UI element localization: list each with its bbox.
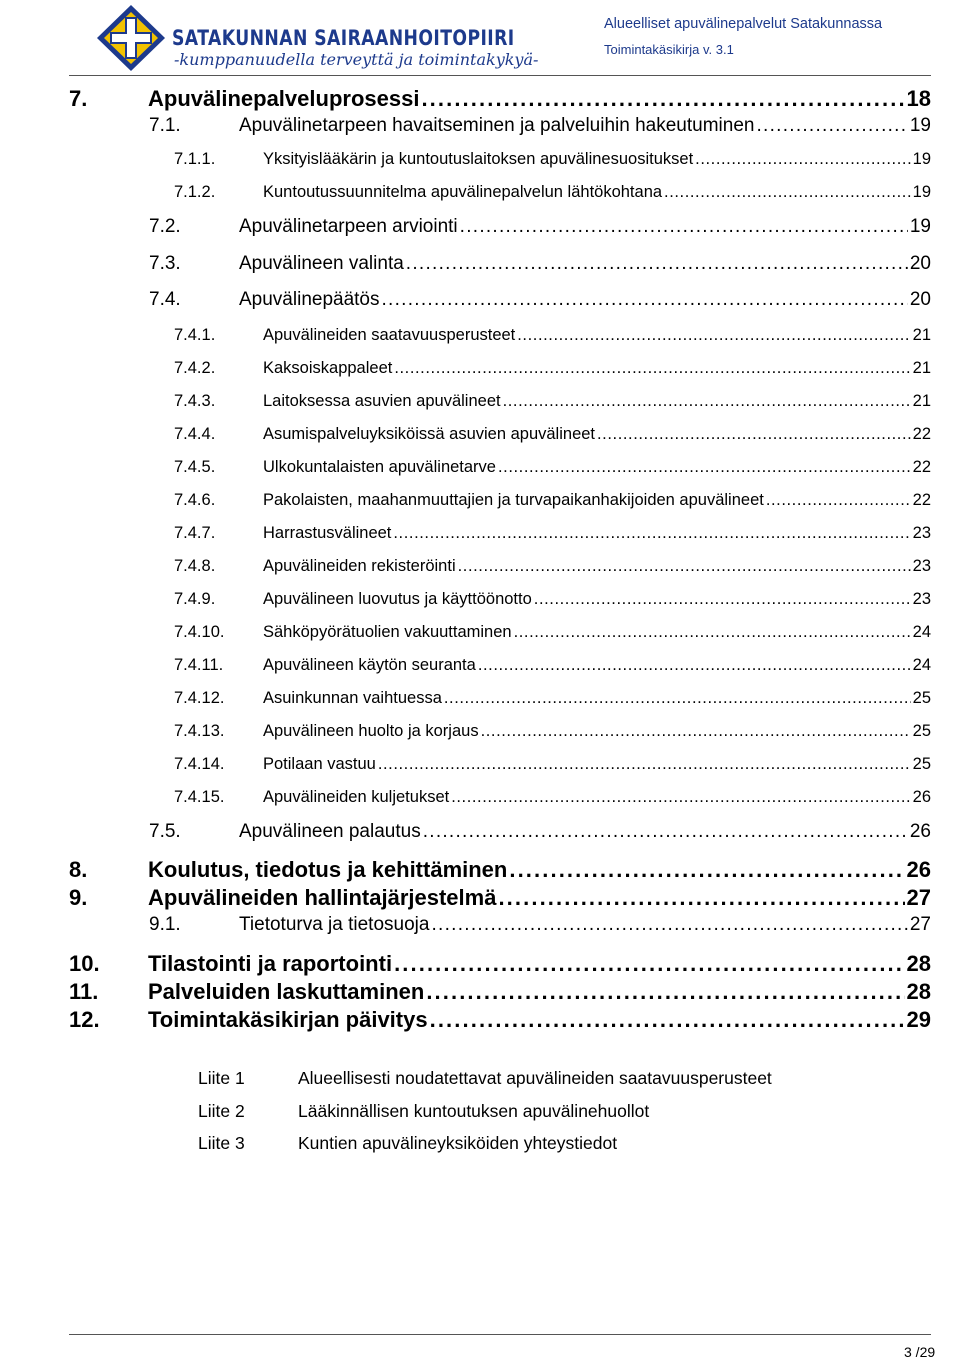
toc-entry[interactable] [174,359,931,378]
toc-title: Apuvälinepäätös [239,289,380,310]
toc-page-number: 18 [906,86,931,111]
toc-page-number: 26 [909,821,931,842]
toc-title: Yksityislääkärin ja kuntoutuslaitoksen apuvälinesuositukset [263,150,694,168]
toc-title: Kaksoiskappaleet [263,359,393,377]
toc-title: Koulutus, tiedotus ja kehittäminen [148,857,508,882]
toc-page-number: 19 [909,216,931,237]
toc-number: 7.5. [149,821,181,842]
toc-entry[interactable] [69,86,931,112]
attachment-label: Liite 2 [198,1101,245,1121]
organization-slogan: -kumppanuudella terveyttä ja toimintakykyä- [174,50,539,69]
toc-number: 7.4.11. [174,656,224,674]
attachment-item [198,1101,649,1122]
toc-entry[interactable] [149,253,931,275]
toc-title: Laitoksessa asuvien apuvälineet [263,392,501,410]
toc-number: 7.4. [149,289,181,310]
toc-page-number: 29 [906,1007,931,1032]
toc-title: Apuvälineen palautus [239,821,421,842]
toc-page-number: 25 [912,689,931,707]
toc-page-number: 22 [912,425,931,443]
toc-leader [597,425,911,444]
toc-number: 9. [69,885,88,910]
toc-page-number: 24 [912,656,931,674]
toc-number: 7.4.5. [174,458,216,476]
toc-leader [382,289,908,311]
toc-leader [509,857,904,883]
toc-page-number: 24 [912,623,931,641]
toc-entry[interactable] [69,979,931,1005]
toc-entry[interactable] [174,590,931,609]
toc-entry[interactable] [174,755,931,774]
toc-number: 7.3. [149,253,181,274]
toc-title: Ulkokuntalaisten apuvälinetarve [263,458,496,476]
toc-leader [664,183,911,202]
toc-number: 7.4.15. [174,788,225,806]
toc-entry[interactable] [174,458,931,477]
toc-title: Apuvälinetarpeen havaitseminen ja palveluihin hakeutuminen [239,115,755,136]
attachment-title: Alueellisesti noudatettavat apuvälineiden saatavuusperusteet [298,1068,772,1088]
toc-entry[interactable] [174,788,931,807]
toc-title: Pakolaisten, maahanmuuttajien ja turvapaikanhakijoiden apuvälineet [263,491,764,509]
toc-title: Asumispalveluyksiköissä asuvien apuvälineet [263,425,596,443]
toc-page-number: 23 [912,557,931,575]
toc-title: Apuvälineen valinta [239,253,404,274]
toc-leader [423,821,908,843]
toc-number: 8. [69,857,88,882]
organization-name: SATAKUNNAN SAIRAANHOITOPIIRI [172,26,515,50]
document-version: Toimintakäsikirja v. 3.1 [604,42,734,57]
toc-entry[interactable] [149,914,931,936]
toc-leader [695,150,910,169]
toc-leader [481,722,911,741]
attachment-title: Kuntien apuvälineyksiköiden yhteystiedot [298,1133,618,1153]
toc-page-number: 27 [909,914,931,935]
toc-leader [514,623,911,642]
toc-entry[interactable] [174,326,931,345]
toc-leader [460,216,908,238]
toc-entry[interactable] [174,524,931,543]
attachment-label: Liite 1 [198,1068,245,1088]
toc-entry[interactable] [69,857,931,883]
toc-title: Apuvälinetarpeen arviointi [239,216,458,237]
toc-number: 9.1. [149,914,181,935]
toc-page-number: 21 [912,326,931,344]
toc-title: Tietoturva ja tietosuoja [239,914,430,935]
toc-page-number: 19 [909,115,931,136]
toc-number: 7.4.9. [174,590,216,608]
toc-page-number: 26 [906,857,931,882]
toc-entry[interactable] [69,885,931,911]
toc-entry[interactable] [174,491,931,510]
attachment-item [198,1068,772,1089]
toc-title: Apuvälineen huolto ja korjaus [263,722,479,740]
toc-title: Potilaan vastuu [263,755,376,773]
toc-title: Toimintakäsikirjan päivitys [148,1007,428,1032]
toc-number: 11. [69,979,99,1004]
toc-title: Kuntoutussuunnitelma apuvälinepalvelun lähtökohtana [263,183,663,201]
toc-page-number: 20 [909,253,931,274]
toc-entry[interactable] [149,289,931,311]
toc-entry[interactable] [149,115,931,137]
toc-number: 7.4.12. [174,689,225,707]
toc-leader [394,951,904,977]
toc-page-number: 28 [906,979,931,1004]
toc-number: 7.4.4. [174,425,216,443]
toc-page-number: 23 [912,590,931,608]
toc-number: 7.4.10. [174,623,225,641]
toc-leader [426,979,904,1005]
toc-page-number: 22 [912,458,931,476]
toc-entry[interactable] [174,623,931,642]
toc-page-number: 22 [912,491,931,509]
page-number: 3 /29 [904,1344,936,1360]
toc-leader [458,557,911,576]
toc-page-number: 21 [912,392,931,410]
toc-entry[interactable] [174,183,931,202]
toc-entry[interactable] [174,656,931,675]
toc-title: Tilastointi ja raportointi [148,951,393,976]
toc-leader [478,656,911,675]
toc-title: Apuvälineiden saatavuusperusteet [263,326,516,344]
toc-title: Sähköpyörätuolien vakuuttaminen [263,623,512,641]
toc-title: Palveluiden laskuttaminen [148,979,425,1004]
toc-page-number: 25 [912,722,931,740]
attachment-item [198,1133,617,1154]
toc-number: 7. [69,86,88,111]
toc-entry[interactable] [174,392,931,411]
toc-title: Apuvälinepalveluprosessi [148,86,420,111]
toc-number: 12. [69,1007,100,1032]
toc-leader [756,115,907,137]
toc-page-number: 20 [909,289,931,310]
hospital-cross-logo-icon [96,4,166,72]
toc-page-number: 23 [912,524,931,542]
toc-leader [431,914,907,936]
toc-number: 7.4.13. [174,722,225,740]
document-title: Alueelliset apuvälinepalvelut Satakunnassa [604,16,883,32]
toc-number: 7.1.1. [174,150,216,168]
toc-page-number: 26 [912,788,931,806]
toc-leader [534,590,911,609]
footer-divider [69,1334,931,1335]
toc-leader [498,885,904,911]
toc-leader [517,326,910,345]
toc-entry[interactable] [69,1007,931,1033]
toc-leader [378,755,911,774]
toc-page-number: 28 [906,951,931,976]
header-divider [69,75,931,76]
toc-title: Apuvälineiden rekisteröinti [263,557,456,575]
toc-entry[interactable] [149,216,931,238]
toc-title: Apuvälineiden kuljetukset [263,788,450,806]
toc-title: Apuvälineiden hallintajärjestelmä [148,885,497,910]
toc-number: 7.4.3. [174,392,216,410]
toc-number: 7.1. [149,115,181,136]
organization-logo [96,4,539,72]
toc-number: 7.4.6. [174,491,216,509]
toc-number: 7.4.2. [174,359,216,377]
toc-leader [430,1007,905,1033]
toc-number: 10. [69,951,100,976]
toc-entry[interactable] [174,557,931,576]
toc-entry[interactable] [174,722,931,741]
attachment-title: Lääkinnällisen kuntoutuksen apuvälinehuollot [298,1101,650,1121]
toc-leader [451,788,910,807]
toc-title: Asuinkunnan vaihtuessa [263,689,442,707]
toc-leader [394,359,910,378]
toc-number: 7.2. [149,216,181,237]
toc-page-number: 25 [912,755,931,773]
toc-title: Apuvälineen luovutus ja käyttöönotto [263,590,532,608]
attachment-label: Liite 3 [198,1133,245,1153]
toc-number: 7.4.7. [174,524,216,542]
toc-page-number: 27 [906,885,931,910]
toc-entry[interactable] [69,951,931,977]
toc-leader [406,253,908,275]
toc-entry[interactable] [174,150,931,169]
toc-leader [393,524,910,543]
toc-page-number: 21 [912,359,931,377]
toc-number: 7.4.1. [174,326,216,344]
toc-leader [444,689,911,708]
toc-number: 7.4.8. [174,557,216,575]
toc-leader [766,491,911,510]
toc-entry[interactable] [149,821,931,843]
toc-leader [421,86,904,112]
toc-leader [498,458,911,477]
toc-entry[interactable] [174,689,931,708]
toc-page-number: 19 [912,183,931,201]
toc-page-number: 19 [912,150,931,168]
toc-title: Apuvälineen käytön seuranta [263,656,476,674]
toc-leader [503,392,911,411]
toc-title: Harrastusvälineet [263,524,392,542]
toc-number: 7.1.2. [174,183,216,201]
toc-entry[interactable] [174,425,931,444]
toc-number: 7.4.14. [174,755,225,773]
